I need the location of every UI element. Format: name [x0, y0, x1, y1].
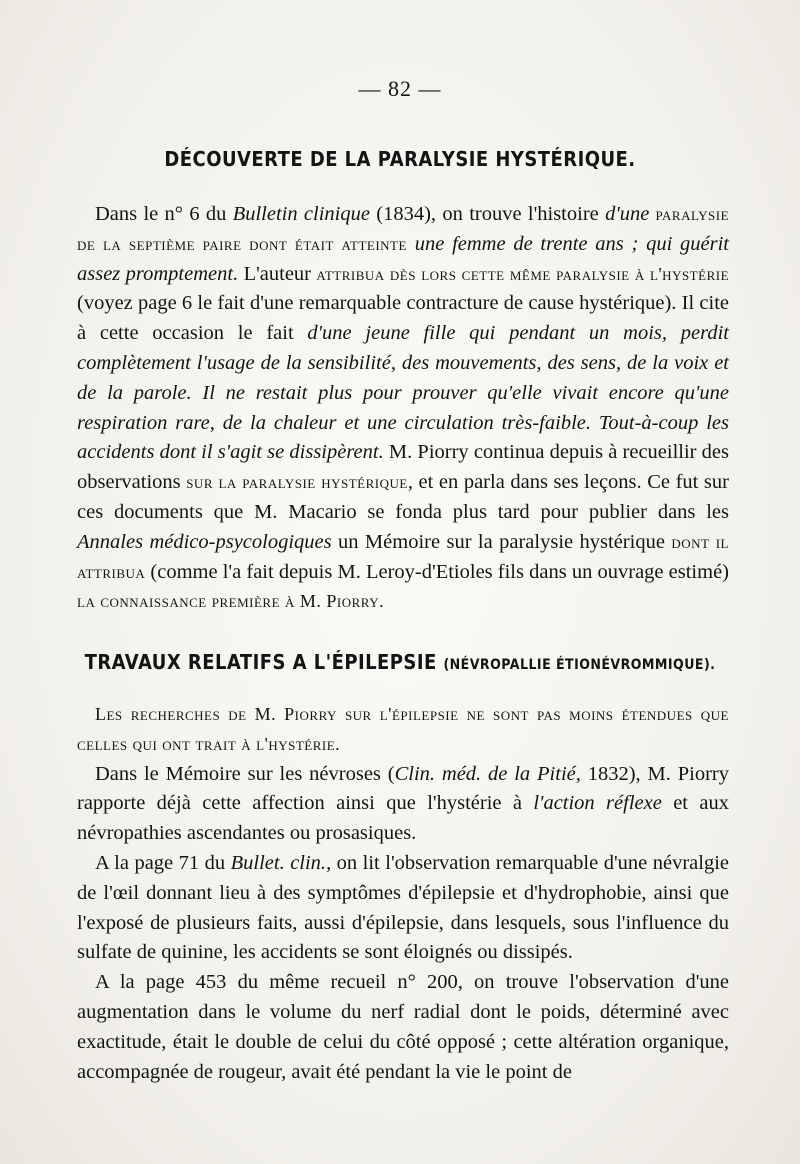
text-run: Dans le Mémoire sur les névroses ( — [95, 762, 395, 785]
text-run: , 1832), M. Piorry rapporte déjà cette affection ainsi que l'hystérie à — [77, 762, 729, 815]
section-title-paralysie: DÉCOUVERTE DE LA PARALYSIE HYSTÉRIQUE. — [164, 147, 636, 171]
text-run: A la page 453 du même recueil n° 200, on trouve l'observation d'une augmentation dans le volume du nerf radial dont le poids, déterminé avec exactitude, était le double de celui du côté opposé ; cette altération organique, accompagnée de rougeur, avait été pendant la vie le point de — [77, 971, 729, 1083]
small-caps-text: la connaissance première à M. Piorry. — [77, 591, 385, 612]
text-run: et aux névropathies ascendantes ou prosasiques. — [77, 792, 729, 845]
text-run: un Mémoire sur la paralysie hystérique — [331, 530, 672, 553]
small-caps-text: paralysie de la septième paire dont était atteinte — [77, 204, 730, 254]
text-run: Dans le n° 6 du — [95, 203, 233, 225]
paragraph — [77, 968, 729, 1087]
small-caps-text: attribua dès lors cette même paralysie à l'hystérie — [316, 263, 730, 284]
section-title-main: TRAVAUX RELATIFS A L'ÉPILEPSIE — [84, 650, 437, 674]
text-run — [407, 233, 415, 255]
page-number: — 82 — — [358, 76, 442, 101]
text-run: (1834), on trouve l'histoire — [369, 203, 606, 225]
small-caps-text: Les recherches de M. Piorry sur l'épilepsie ne sont pas moins étendues que celles qui ont trait à l'hystérie. — [77, 704, 729, 754]
text-run: (comme l'a fait depuis M. Leroy-d'Etioles fils dans un ouvrage estimé) — [145, 560, 729, 583]
section-title-epilepsie — [40, 650, 760, 674]
paragraph — [77, 849, 729, 968]
text-run: M. Piorry continua depuis à recueillir des observations — [77, 441, 729, 494]
paragraph — [77, 700, 729, 760]
section-body-epilepsie — [77, 700, 729, 1087]
italic-text: d'une jeune fille qui pendant un mois, perdit complètement l'usage de la sensibilité, des mouvements, des sens, de la voix et de la parole. Il ne restait plus pour prouver qu'elle vivait encore qu'une respiration rare, de la chaleur et une circulation très-faible. Tout-à-coup les accidents dont il s'agit se dissipèrent. — [77, 322, 730, 464]
text-run: , on lit l'observation remarquable d'une névralgie de l'œil donnant lieu à des symptômes d'épilepsie et d'hydrophobie, ainsi que l'exposé de plusieurs faits, aussi d'épilepsie, dans lesquels, sous l'influence du sulfate de quinine, les accidents se sont éloignés ou dissipés. — [77, 851, 729, 964]
text-run: , et en parla dans ses leçons. Ce fut sur ces documents que M. Macario se fonda plus tard pour publier dans les — [77, 471, 729, 523]
paragraph — [77, 200, 729, 617]
paragraph — [77, 760, 729, 849]
italic-text: une femme de trente ans ; qui guérit assez promptement. — [77, 232, 730, 285]
italic-text: l'action réflexe — [533, 792, 662, 815]
small-caps-text: sur la paralysie hystérique — [186, 472, 408, 493]
italic-text: Annales médico-psycologiques — [77, 530, 332, 553]
italic-text: Bullet. clin. — [230, 851, 327, 874]
small-caps-text: dont il attribua — [77, 531, 729, 582]
italic-text: Clin. méd. de la Pitié — [394, 762, 576, 785]
italic-text: d'une — [605, 203, 650, 225]
text-run: L'auteur — [238, 262, 317, 285]
section-subtitle: (NÉVROPALLIE ÉTIONÉVROMMIQUE). — [443, 657, 716, 673]
text-run: A la page 71 du — [95, 851, 231, 874]
text-run: (voyez page 6 le fait d'une remarquable contracture de cause hystérique). Il cite à cette occasion le fait — [77, 292, 729, 345]
italic-text: Bulletin clinique — [232, 203, 370, 225]
section-body-paralysie — [77, 200, 729, 617]
